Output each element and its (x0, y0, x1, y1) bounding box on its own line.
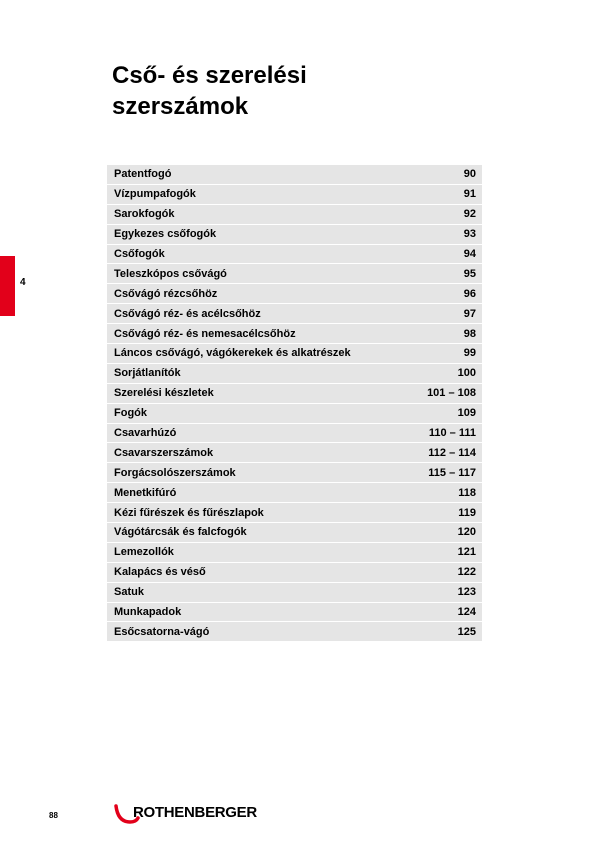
toc-row (107, 583, 482, 603)
toc-row (107, 324, 482, 344)
toc-label: Szerelési készletek (114, 387, 214, 400)
toc-row (107, 284, 482, 304)
toc-page: 115 – 117 (428, 466, 476, 479)
toc-page: 97 (463, 307, 476, 320)
toc-row (107, 543, 482, 563)
toc-page: 92 (463, 208, 476, 221)
toc-label: Egykezes csőfogók (114, 228, 217, 241)
toc-row (107, 563, 482, 583)
page-title-line-1: Cső- és szerelési (112, 62, 307, 89)
toc-label: Sorjátlanítók (114, 367, 181, 380)
toc-page: 93 (463, 228, 476, 241)
toc-label: Csavarhúzó (114, 427, 177, 440)
toc-page: 99 (463, 347, 476, 360)
toc-page: 120 (457, 526, 476, 539)
toc-page: 124 (457, 606, 476, 619)
toc-label: Fogók (114, 407, 147, 420)
toc-row (107, 424, 482, 444)
page-title (112, 60, 512, 122)
toc-row (107, 245, 482, 265)
toc-label: Esőcsatorna-vágó (114, 625, 210, 638)
toc-page: 110 – 111 (428, 427, 476, 440)
toc-label: Satuk (114, 586, 144, 599)
toc-page: 119 (458, 506, 476, 519)
chapter-number: 4 (20, 277, 26, 288)
table-of-contents (107, 165, 482, 642)
toc-label: Patentfogó (114, 168, 172, 181)
brand-name: ROTHENBERGER (133, 804, 257, 821)
toc-page: 98 (463, 327, 476, 340)
toc-row (107, 225, 482, 245)
toc-label: Teleszkópos csővágó (114, 267, 227, 280)
toc-label: Csővágó rézcsőhöz (114, 287, 218, 300)
toc-label: Csővágó réz- és nemesacélcsőhöz (114, 327, 296, 340)
toc-page: 123 (457, 586, 476, 599)
toc-row (107, 384, 482, 404)
toc-row (107, 185, 482, 205)
toc-page: 100 (457, 367, 476, 380)
toc-label: Lemezollók (114, 546, 174, 559)
toc-label: Sarokfogók (114, 208, 175, 221)
toc-label: Kalapács és véső (114, 566, 206, 579)
toc-row (107, 205, 482, 225)
toc-row (107, 304, 482, 324)
toc-label: Forgácsolószerszámok (114, 466, 236, 479)
toc-label: Menetkifúró (114, 486, 177, 499)
toc-row (107, 603, 482, 623)
toc-page: 118 (458, 486, 476, 499)
toc-row (107, 523, 482, 543)
toc-row (107, 165, 482, 185)
toc-row (107, 364, 482, 384)
toc-label: Láncos csővágó, vágókerekek és alkatrészek (114, 347, 351, 360)
toc-label: Vágótárcsák és falcfogók (114, 526, 247, 539)
toc-row (107, 622, 482, 642)
toc-label: Kézi fűrészek és fűrészlapok (114, 506, 264, 519)
toc-row (107, 443, 482, 463)
toc-page: 94 (463, 248, 476, 260)
toc-label: Munkapadok (114, 606, 182, 619)
toc-row (107, 483, 482, 503)
toc-page: 125 (457, 625, 476, 638)
toc-page: 90 (463, 168, 476, 181)
brand-logo (112, 798, 292, 828)
page-title-line-2: szerszámok (112, 93, 249, 120)
toc-row (107, 264, 482, 284)
toc-page: 122 (457, 566, 476, 579)
toc-row (107, 344, 482, 364)
toc-page: 112 – 114 (428, 446, 476, 459)
toc-page: 91 (463, 188, 476, 201)
toc-page: 101 – 108 (427, 387, 476, 400)
footer-page-number: 88 (49, 811, 58, 820)
toc-row (107, 404, 482, 424)
toc-page: 95 (463, 267, 476, 280)
toc-label: Vízpumpafogók (114, 188, 196, 201)
toc-label: Csavarszerszámok (114, 446, 214, 459)
toc-page: 109 (457, 407, 476, 420)
toc-label: Csővágó réz- és acélcsőhöz (114, 307, 261, 320)
toc-row (107, 503, 482, 523)
toc-page: 96 (463, 287, 476, 300)
toc-row (107, 463, 482, 483)
chapter-tab (0, 256, 15, 316)
toc-label: Csőfogók (114, 248, 165, 260)
toc-page: 121 (457, 546, 476, 559)
